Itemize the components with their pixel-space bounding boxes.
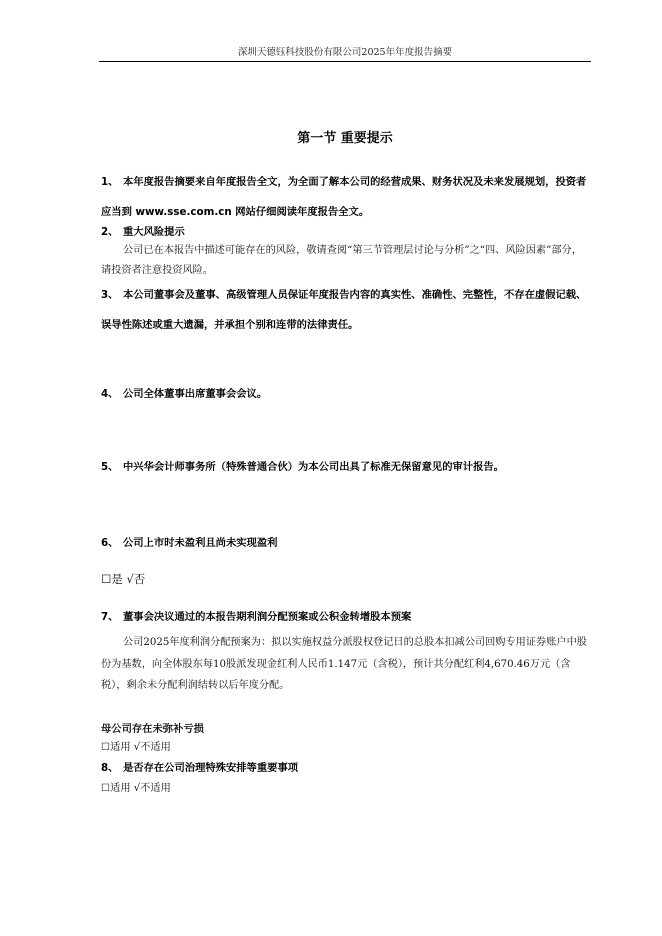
item-number: 2、: [101, 226, 119, 238]
item-5-text: 中兴华会计师事务所（特殊普通合伙）为本公司出具了标准无保留意见的审计报告。: [123, 461, 504, 473]
item-5: [101, 452, 591, 482]
header-rule: [99, 61, 591, 62]
item-8-choice: ☐适用 √不适用: [101, 783, 171, 794]
item-8: [101, 753, 591, 783]
item-2-body: 公司已在本报告中描述可能存在的风险，敬请查阅“第三节管理层讨论与分析”之“四、风险因素”部分，请投资者注意投资风险。: [101, 245, 582, 276]
item-4-text: 公司全体董事出席董事会会议。: [123, 388, 268, 400]
item-6-choice: ☐是 √否: [101, 572, 146, 586]
loss-title: 母公司存在未弥补亏损: [101, 723, 204, 735]
item-7-body: 公司2025年度利润分配预案为：拟以实施权益分派股权登记日的总股本扣减公司回购专用证券账户中股份为基数，向全体股东每10股派发现金红利人民币1.147元（含税），预计共分配红利4,670.46万元（含税），剩余未分配利润结转以后年度分配。: [101, 637, 587, 691]
item-number: 7、: [101, 611, 119, 623]
item-7-text: 董事会决议通过的本报告期利润分配预案或公积金转增股本预案: [123, 611, 412, 623]
item-3: [101, 280, 591, 340]
item-number: 5、: [101, 461, 119, 473]
item-8-text: 是否存在公司治理特殊安排等重要事项: [123, 762, 299, 774]
item-number: 8、: [101, 762, 119, 774]
item-number: 6、: [101, 537, 119, 549]
item-4: [101, 379, 591, 409]
item-7: [101, 602, 591, 632]
loss-choice: ☐适用 √不适用: [101, 742, 171, 753]
item-2-title: 重大风险提示: [123, 226, 185, 238]
item-number: 4、: [101, 388, 119, 400]
item-number: 3、: [101, 289, 119, 301]
item-6-text: 公司上市时未盈利且尚未实现盈利: [123, 537, 278, 549]
item-number: 1、: [101, 176, 119, 188]
item-1-text: 本年度报告摘要来自年度报告全文，为全面了解本公司的经营成果、财务状况及未来发展规划，投资者应当到 www.sse.com.cn 网站仔细阅读年度报告全文。: [101, 176, 587, 218]
item-3-text: 本公司董事会及董事、高级管理人员保证年度报告内容的真实性、准确性、完整性，不存在虚假记载、误导性陈述或重大遗漏，并承担个别和连带的法律责任。: [101, 289, 587, 331]
running-header: 深圳天德钰科技股份有限公司2025年年度报告摘要: [237, 47, 453, 58]
section-title: 第一节 重要提示: [297, 131, 393, 146]
item-6: [101, 528, 591, 558]
